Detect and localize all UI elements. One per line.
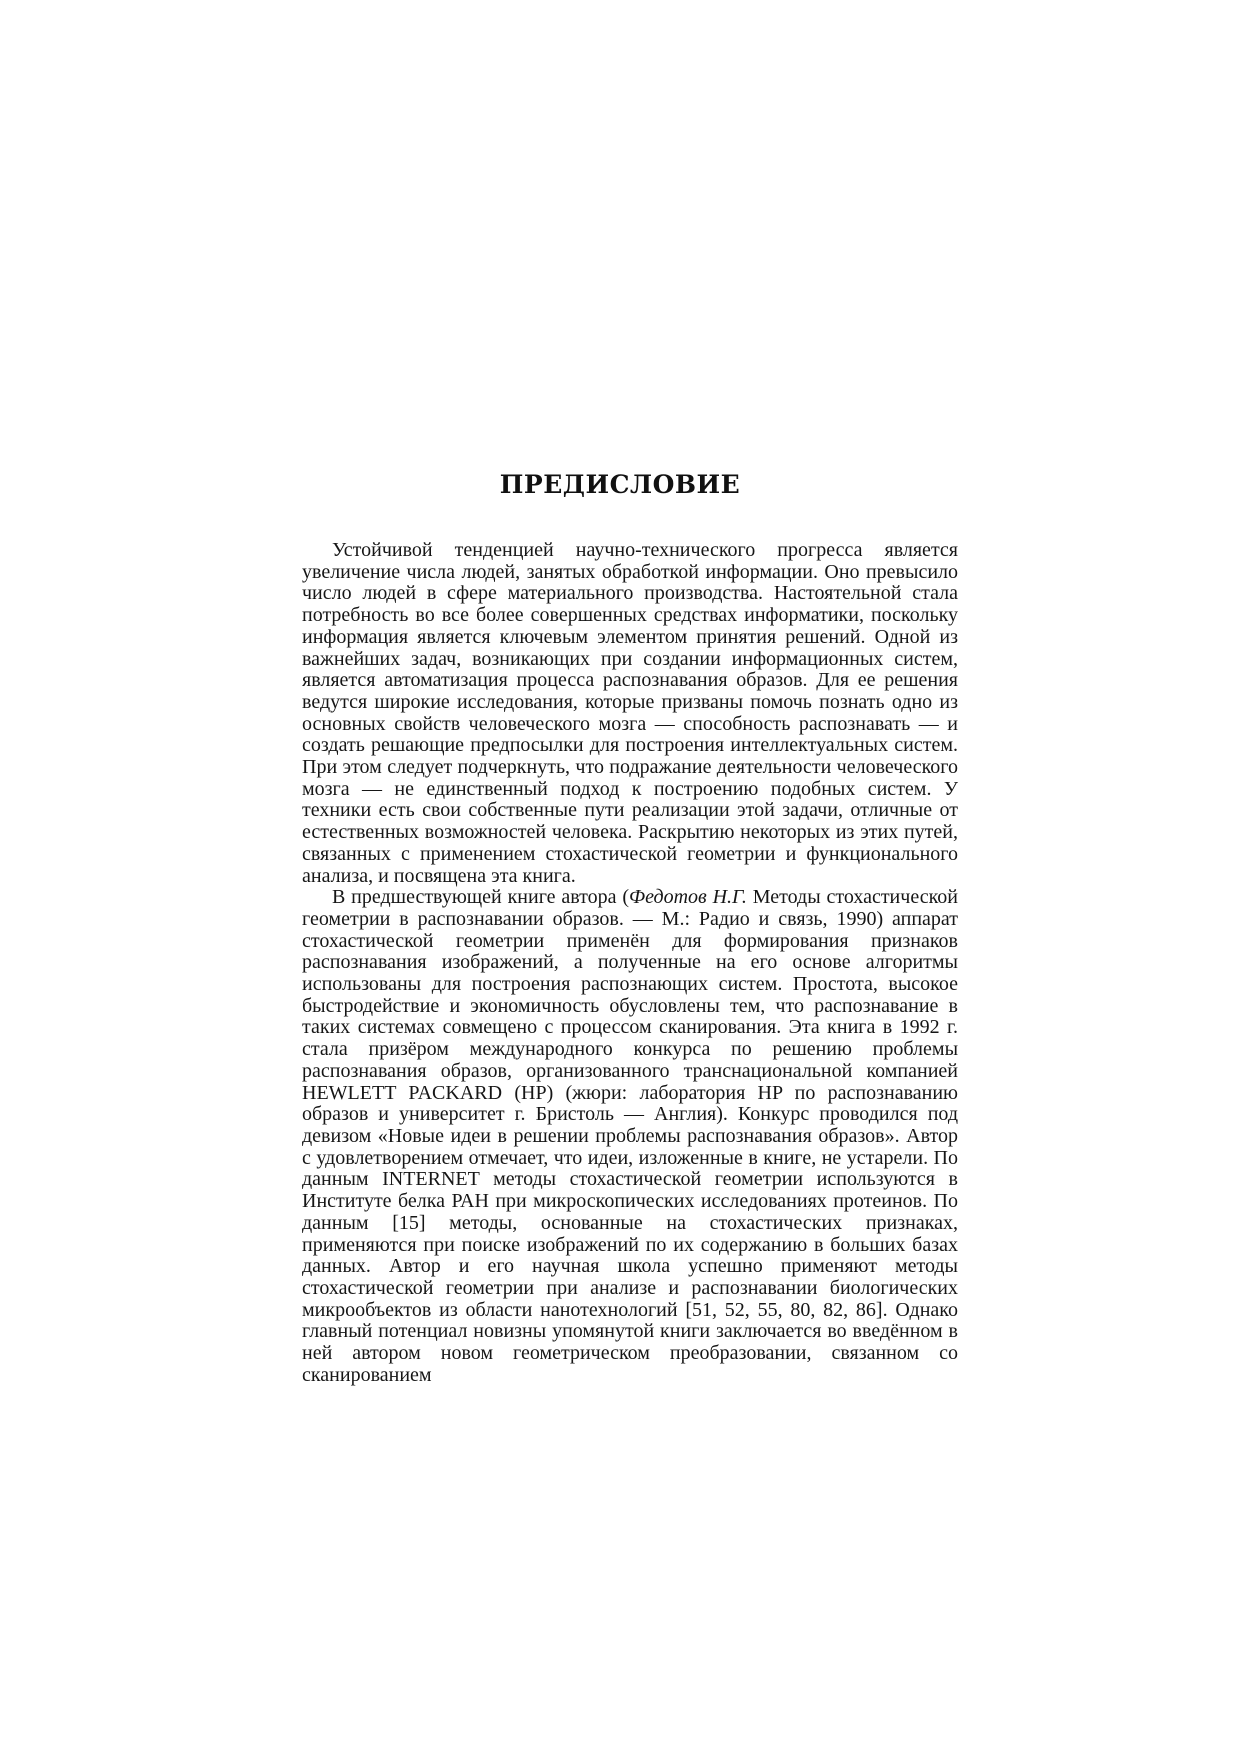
paragraph-2-intro: В предшествующей книге автора (: [332, 886, 630, 909]
page-title: ПРЕДИСЛОВИЕ: [499, 470, 741, 499]
author-name: Федотов Н.Г.: [629, 886, 747, 909]
body-text: [302, 540, 958, 1386]
paragraph-2: [302, 887, 958, 1386]
paragraph-2-body: Методы стохастической геометрии в распознавании образов. — М.: Радио и связь, 1990) аппарат стохастической геометрии применён для формирования признаков распознавания изображений, а полученные на его основе алгоритмы использованы для построения распознающих систем. Простота, высокое быстродействие и экономичность обусловлены тем, что распознавание в таких системах совмещено с процессом сканирования. Эта книга в 1992 г. стала призёром международного конкурса по решению проблемы распознавания образов, организованного транснациональной компанией HEWLETT PACKARD (HP) (жюри: лаборатория HP по распознаванию образов и университет г. Бристоль — Англия). Конкурс проводился под девизом «Новые идеи в решении проблемы распознавания образов». Автор с удовлетворением отмечает, что идеи, изложенные в книге, не устарели. По данным INTERNET методы стохастической геометрии используются в Институте белка РАН при микроскопических исследованиях протеинов. По данным [15] методы, основанные на стохастических признаках, применяются при поиске изображений по их содержанию в больших базах данных. Автор и его научная школа успешно применяют методы стохастической геометрии при анализе и распознавании биологических микрообъектов из области нанотехнологий [51, 52, 55, 80, 82, 86]. Однако главный потенциал новизны упомянутой книги заключается во введённом в ней автором новом геометрическом преобразовании, связанном со сканированием: [302, 886, 958, 1386]
paragraph-1: Устойчивой тенденцией научно-технического прогресса является увеличение числа людей, занятых обработкой информации. Оно превысило число людей в сфере материального производства. Настоятельной стала потребность во все более совершенных средствах информатики, поскольку информация является ключевым элементом принятия решений. Одной из важнейших задач, возникающих при создании информационных систем, является автоматизация процесса распознавания образов. Для ее решения ведутся широкие исследования, которые призваны помочь познать одно из основных свойств человеческого мозга — способность распознавать — и создать решающие предпосылки для построения интеллектуальных систем. При этом следует подчеркнуть, что подражание деятельности человеческого мозга — не единственный подход к построению подобных систем. У техники есть свои собственные пути реализации этой задачи, отличные от естественных возможностей человека. Раскрытию некоторых из этих путей, связанных с применением стохастической геометрии и функционального анализа, и посвящена эта книга.: [302, 539, 958, 887]
